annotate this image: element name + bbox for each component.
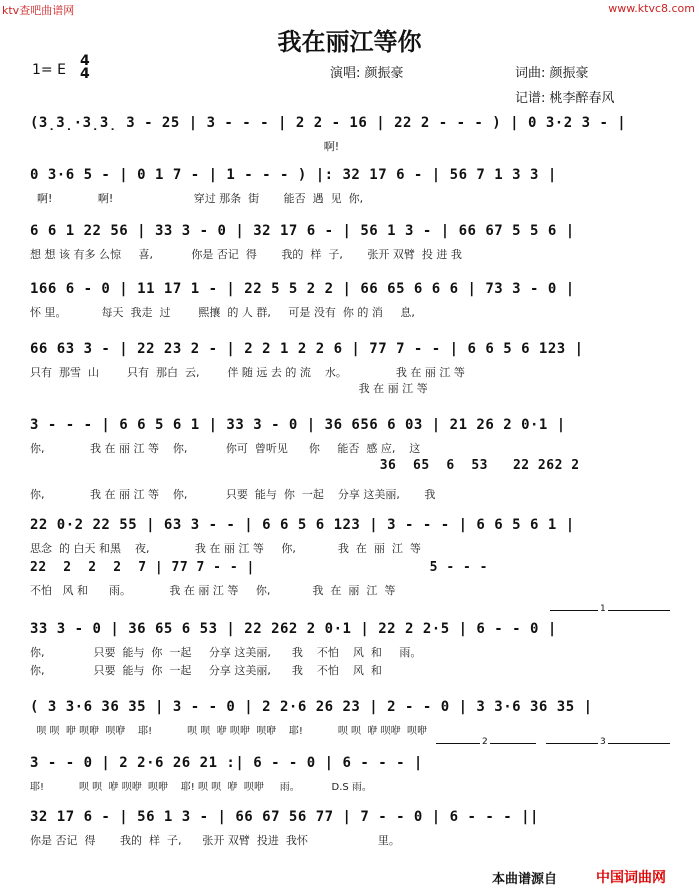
- notation-line: 32 17 6 - | 56 1 3 - | 66 67 56 77 | 7 - - 0 | 6 - - - ||: [30, 809, 539, 825]
- lyrics-line-2: 你, 只要 能与 你 一起 分享 这美丽, 我 不怕 风 和: [30, 664, 382, 677]
- footer-site-link[interactable]: 中国词曲网: [596, 870, 666, 886]
- key-signature: 1= E: [32, 62, 66, 78]
- watermark-right: www.ktvc8.com: [608, 2, 695, 15]
- singer-credit: 演唱: 颜振豪: [330, 66, 404, 81]
- time-signature: 4 4: [80, 53, 90, 82]
- notation-line: 166 6 - 0 | 11 17 1 - | 22 5 5 2 2 | 66 65 6 6 6 | 73 3 - 0 |: [30, 281, 575, 297]
- lyrics-line: 你, 我 在 丽 江 等 你, 你可 曾听见 你 能否 感 应, 这: [30, 442, 421, 455]
- harmony-line: 36 65 6 53 22 262 2: [30, 458, 580, 473]
- notation-line: ( 3 3·6 36 35 | 3 - - 0 | 2 2·6 26 23 | 2 - - 0 | 3 3·6 36 35 |: [30, 699, 593, 715]
- lyrics-line: 不怕 风 和 雨。 我 在 丽 江 等 你, 我 在 丽 江 等: [30, 584, 396, 597]
- watermark-left: ktv查吧曲谱网: [2, 4, 75, 17]
- lyrics-line-2: 我 在 丽 江 等: [30, 382, 428, 395]
- footer-source: 本曲谱源自: [492, 872, 558, 887]
- lyrics-line: 只有 那雪 山 只有 那白 云, 伴 随 远 去 的 流 水。 我 在 丽 江 等: [30, 366, 465, 379]
- volta-number-2: 2: [482, 737, 488, 747]
- notation-line: 0 3·6 5 - | 0 1 7 - | 1 - - - ) |: 32 17 6 - | 56 7 1 3 3 |: [30, 167, 557, 183]
- lyrics-line: 啊! 啊! 穿过 那条 街 能否 遇 见 你,: [30, 192, 364, 205]
- notation-line: (3̣3̣·3̣3̣ 3 - 25 | 3 - - - | 2 2 - 16 | 22 2 - - - ) | 0 3·2 3 - |: [30, 115, 627, 131]
- volta-number-1: 1: [600, 604, 606, 614]
- lyrics-line: 你, 我 在 丽 江 等 你, 只要 能与 你 一起 分享 这美丽, 我: [30, 488, 436, 501]
- lyrics-line: 呗 呗 咿 呗咿 呗咿 耶! 呗 呗 咿 呗咿 呗咿 耶! 呗 呗 咿 呗咿 呗咿: [30, 726, 427, 737]
- notation-line: 3 - - 0 | 2 2·6 26 21 :| 6 - - 0 | 6 - - - |: [30, 755, 423, 771]
- song-title: 我在丽江等你: [277, 27, 422, 56]
- volta-bracket-1: [550, 610, 670, 611]
- lyrics-line: 啊!: [30, 140, 340, 153]
- notation-line: 3 - - - | 6 6 5 6 1 | 33 3 - 0 | 36 656 6 03 | 21 26 2 0·1 |: [30, 417, 566, 433]
- lyrics-line: 耶! 呗 呗 咿 呗咿 呗咿 耶! 呗 呗 咿 呗咿 雨。 D.S 雨。: [30, 782, 372, 793]
- notation-line: 33 3 - 0 | 36 65 6 53 | 22 262 2 0·1 | 22 2 2·5 | 6 - - 0 |: [30, 621, 557, 637]
- lyrics-line: 你, 只要 能与 你 一起 分享 这美丽, 我 不怕 风 和 雨。: [30, 646, 422, 659]
- volta-number-3: 3: [600, 737, 606, 747]
- lyrics-line: 想 想 该 有多 么惊 喜, 你是 否记 得 我的 样 子, 张开 双臂 投 进 我: [30, 248, 462, 261]
- harmony-line: 22 2 2 2 7 | 77 7 - - | 5 - - -: [30, 560, 488, 575]
- lyrics-line: 思念 的 白天 和黑 夜, 我 在 丽 江 等 你, 我 在 丽 江 等: [30, 542, 421, 555]
- transcriber-credit: 记谱: 桃李醉春风: [515, 91, 615, 106]
- lyrics-line: 你是 否记 得 我的 样 子, 张开 双臂 投进 我怀 里。: [30, 834, 400, 847]
- notation-line: 66 63 3 - | 22 23 2 - | 2 2 1 2 2 6 | 77 7 - - | 6 6 5 6 123 |: [30, 341, 584, 357]
- lyrics-line: 怀 里。 每天 我走 过 熙攘 的 人 群, 可是 没有 你 的 消 息,: [30, 306, 415, 319]
- notation-line: 6 6 1 22 56 | 33 3 - 0 | 32 17 6 - | 56 1 3 - | 66 67 5 5 6 |: [30, 223, 575, 239]
- volta-bracket-3: [546, 743, 670, 744]
- composer-credit: 词曲: 颜振豪: [515, 66, 589, 81]
- notation-line: 22 0·2 22 55 | 63 3 - - | 6 6 5 6 123 | 3 - - - | 6 6 5 6 1 |: [30, 517, 575, 533]
